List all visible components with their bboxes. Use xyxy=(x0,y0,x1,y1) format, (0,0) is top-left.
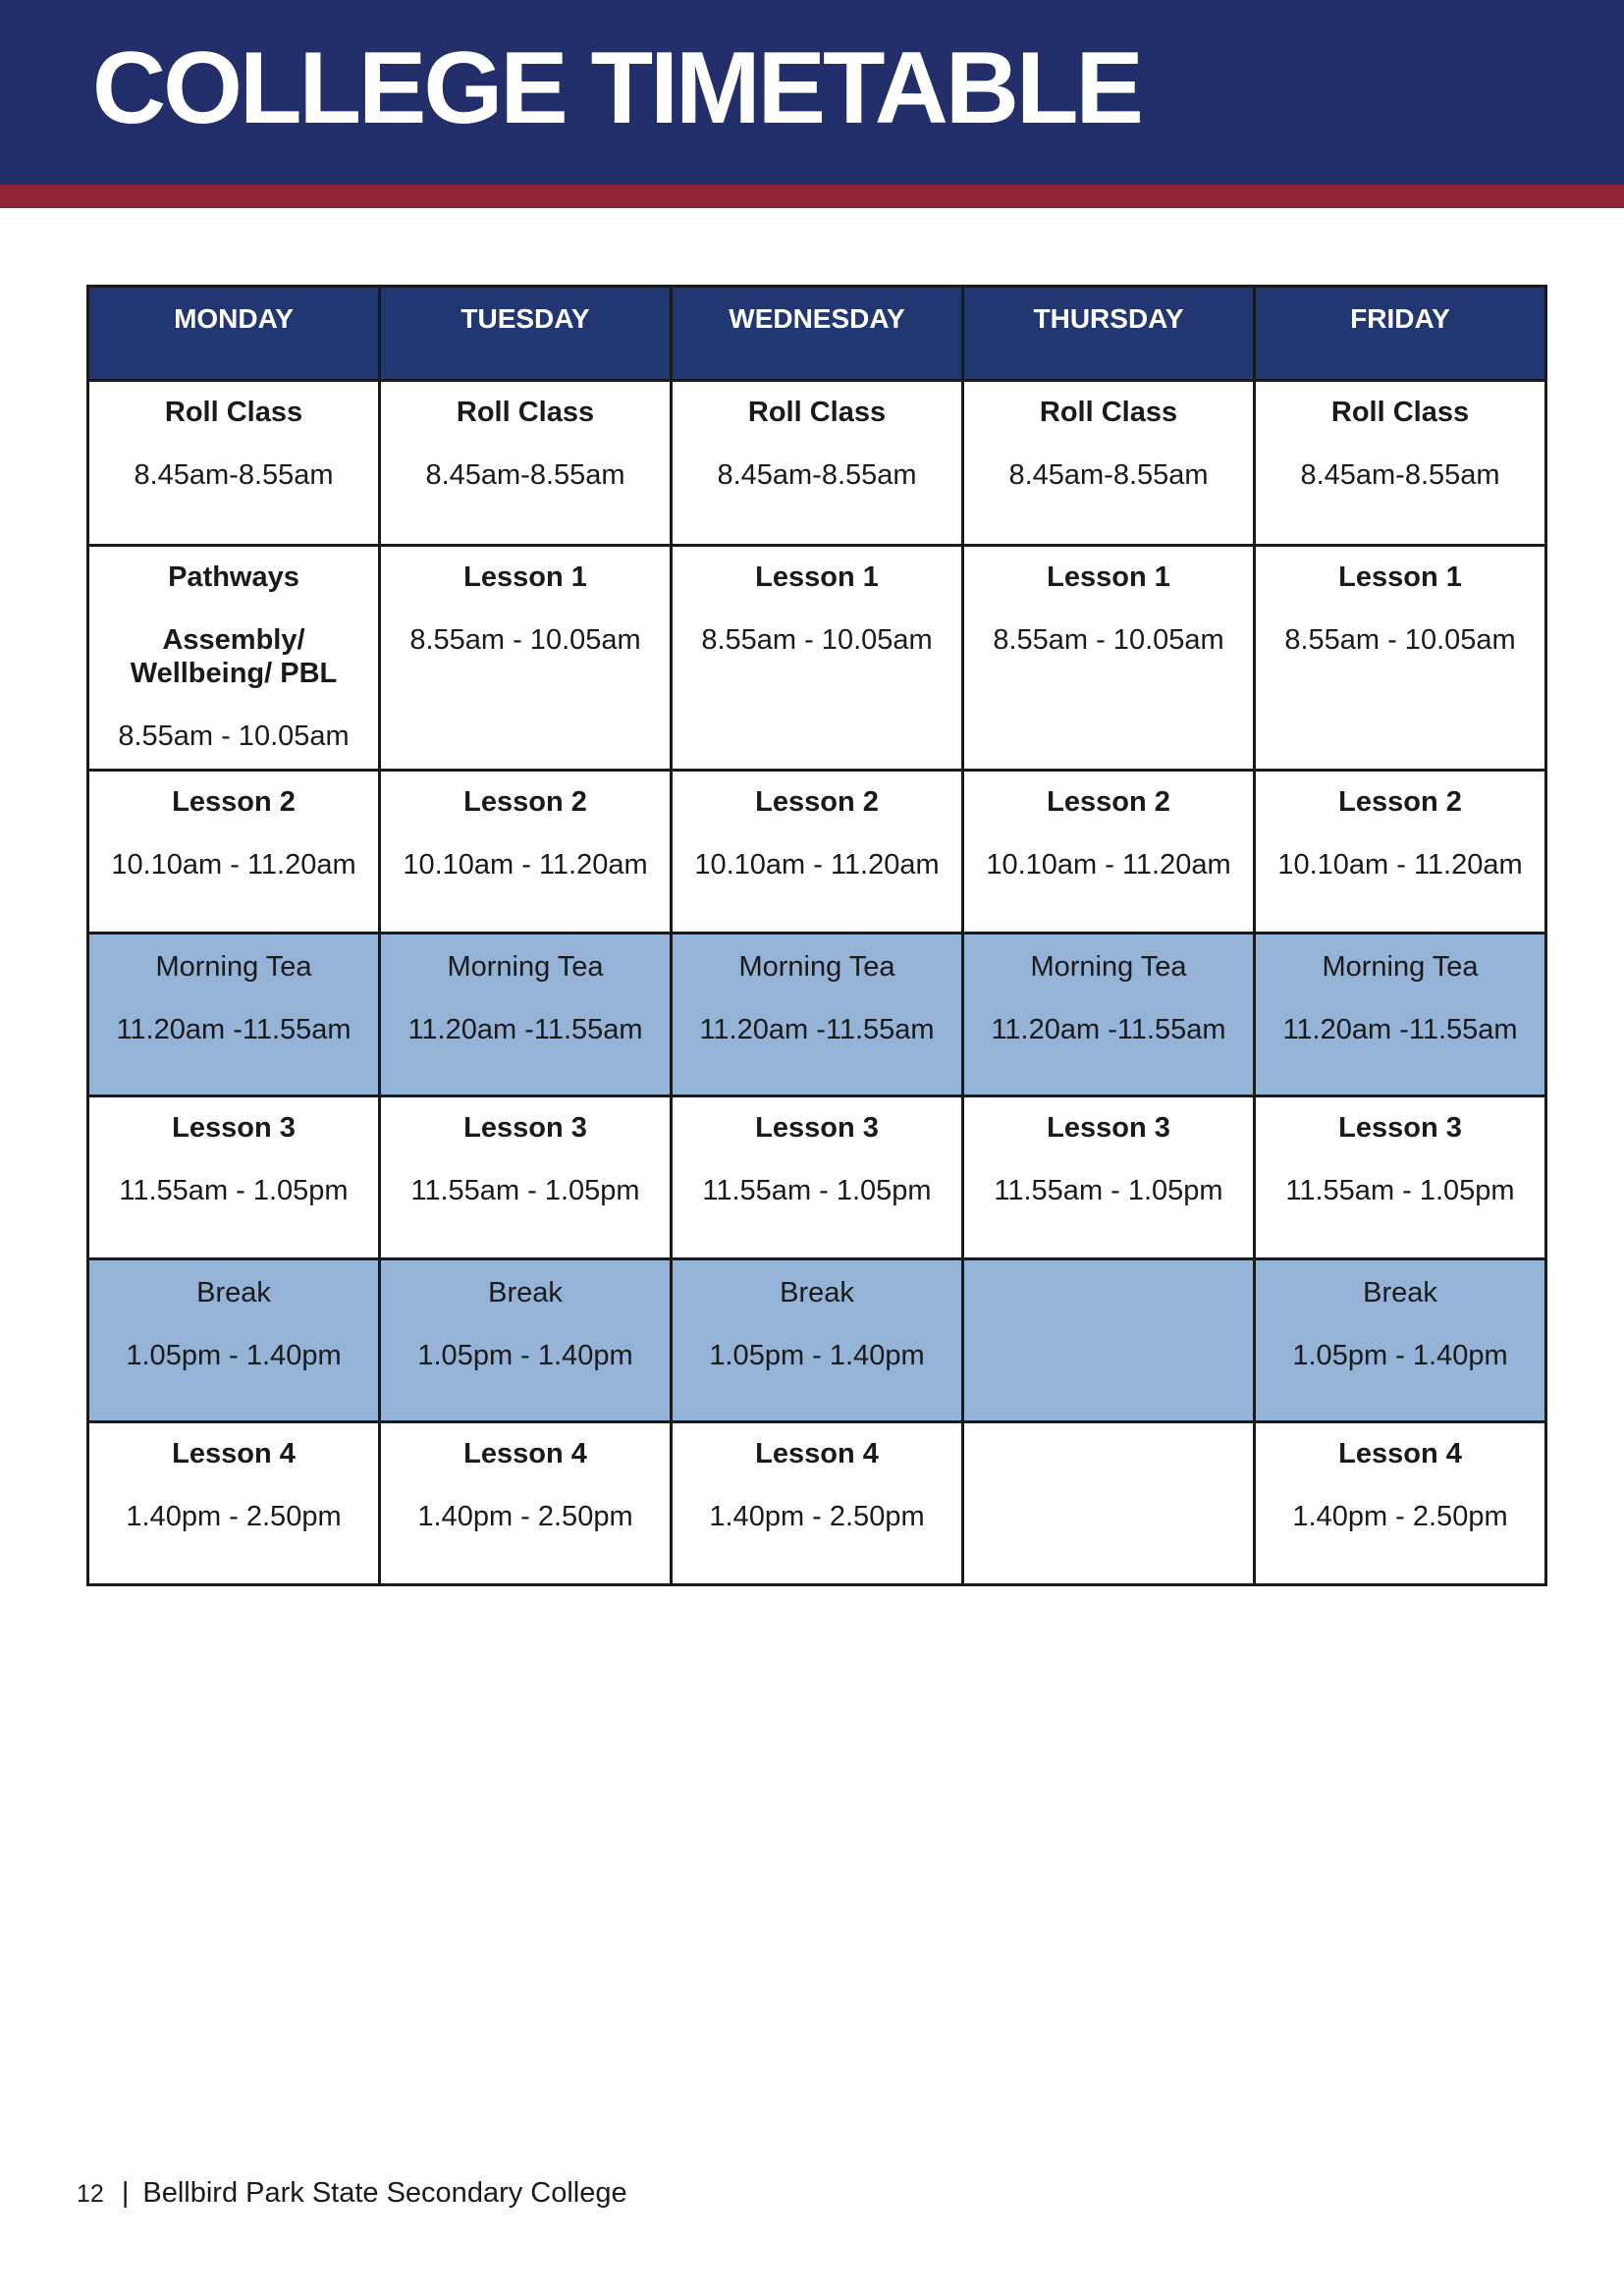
table-row xyxy=(88,381,1546,546)
cell-time: 11.20am -11.55am xyxy=(991,1014,1226,1045)
day-header-wednesday: WEDNESDAY xyxy=(672,287,963,381)
cell-label: Lesson 3 xyxy=(463,1112,587,1144)
cell-label: Lesson 2 xyxy=(755,786,879,818)
timetable-header-row xyxy=(88,287,1546,381)
cell-label: Lesson 3 xyxy=(1338,1112,1462,1144)
cell-time: 11.55am - 1.05pm xyxy=(702,1175,932,1206)
day-header-tuesday: TUESDAY xyxy=(380,287,672,381)
cell-label: Morning Tea xyxy=(447,951,604,983)
cell-label: Break xyxy=(1363,1277,1437,1308)
page-title: COLLEGE TIMETABLE xyxy=(92,31,1141,145)
timetable-cell xyxy=(672,771,963,934)
timetable-cell xyxy=(672,546,963,771)
timetable-cell xyxy=(380,934,672,1096)
cell-time: 10.10am - 11.20am xyxy=(403,849,648,881)
timetable-cell xyxy=(380,1096,672,1259)
cell-time: 8.45am-8.55am xyxy=(134,459,334,491)
cell-label: Morning Tea xyxy=(738,951,895,983)
timetable-cell xyxy=(963,934,1255,1096)
day-header-thursday: THURSDAY xyxy=(963,287,1255,381)
cell-label: Roll Class xyxy=(164,397,303,428)
cell-time: 11.20am -11.55am xyxy=(699,1014,935,1045)
cell-time: 10.10am - 11.20am xyxy=(986,849,1231,881)
school-name: Bellbird Park State Secondary College xyxy=(142,2177,627,2209)
cell-label: Lesson 2 xyxy=(172,786,296,818)
timetable-cell xyxy=(1255,381,1546,546)
cell-label: Pathways xyxy=(168,561,299,593)
cell-time: 8.45am-8.55am xyxy=(1008,459,1209,491)
cell-time: 1.40pm - 2.50pm xyxy=(417,1501,633,1532)
cell-time: 11.55am - 1.05pm xyxy=(994,1175,1223,1206)
cell-label: Roll Class xyxy=(747,397,887,428)
cell-sublabel: Assembly/ Wellbeing/ PBL xyxy=(130,624,338,689)
cell-label: Lesson 4 xyxy=(463,1438,587,1469)
cell-label: Lesson 1 xyxy=(1338,561,1462,593)
cell-time: 1.05pm - 1.40pm xyxy=(126,1340,342,1371)
cell-time: 8.55am - 10.05am xyxy=(409,624,641,656)
timetable-cell xyxy=(1255,1422,1546,1585)
cell-time: 10.10am - 11.20am xyxy=(694,849,940,881)
cell-label: Morning Tea xyxy=(155,951,312,983)
cell-label: Break xyxy=(196,1277,271,1308)
cell-label: Lesson 3 xyxy=(755,1112,879,1144)
cell-time: 8.55am - 10.05am xyxy=(993,624,1224,656)
cell-label: Break xyxy=(488,1277,563,1308)
cell-label: Morning Tea xyxy=(1322,951,1479,983)
cell-time: 1.05pm - 1.40pm xyxy=(1292,1340,1508,1371)
cell-time: 11.55am - 1.05pm xyxy=(119,1175,349,1206)
cell-label: Lesson 1 xyxy=(1047,561,1170,593)
timetable-cell xyxy=(1255,1259,1546,1422)
cell-time: 11.55am - 1.05pm xyxy=(410,1175,640,1206)
timetable-cell xyxy=(380,546,672,771)
timetable-cell xyxy=(1255,546,1546,771)
timetable-cell xyxy=(1255,1096,1546,1259)
page-number: 12 xyxy=(77,2180,104,2208)
timetable-cell xyxy=(380,1259,672,1422)
timetable-cell xyxy=(963,1096,1255,1259)
table-row xyxy=(88,934,1546,1096)
cell-time: 11.20am -11.55am xyxy=(1282,1014,1518,1045)
cell-label: Roll Class xyxy=(1330,397,1470,428)
cell-time: 10.10am - 11.20am xyxy=(111,849,356,881)
cell-label: Roll Class xyxy=(456,397,595,428)
cell-time: 1.40pm - 2.50pm xyxy=(709,1501,925,1532)
cell-time: 1.05pm - 1.40pm xyxy=(417,1340,633,1371)
timetable-cell-empty xyxy=(963,1259,1255,1422)
cell-label: Lesson 2 xyxy=(1338,786,1462,818)
cell-label: Lesson 3 xyxy=(1047,1112,1170,1144)
timetable-cell xyxy=(88,1422,380,1585)
timetable-cell xyxy=(672,381,963,546)
cell-label: Roll Class xyxy=(1039,397,1178,428)
table-row xyxy=(88,1259,1546,1422)
timetable-cell xyxy=(672,1096,963,1259)
timetable-cell xyxy=(380,381,672,546)
cell-time: 11.55am - 1.05pm xyxy=(1285,1175,1515,1206)
cell-time: 11.20am -11.55am xyxy=(116,1014,352,1045)
timetable-cell xyxy=(963,546,1255,771)
cell-label: Lesson 4 xyxy=(172,1438,296,1469)
timetable-cell xyxy=(672,1259,963,1422)
cell-time: 8.45am-8.55am xyxy=(425,459,625,491)
timetable-cell xyxy=(88,934,380,1096)
cell-label: Lesson 2 xyxy=(463,786,587,818)
header-accent-stripe xyxy=(0,185,1624,208)
cell-time: 8.45am-8.55am xyxy=(1300,459,1500,491)
cell-time: 8.55am - 10.05am xyxy=(118,721,350,752)
cell-time: 8.45am-8.55am xyxy=(717,459,917,491)
cell-time: 8.55am - 10.05am xyxy=(701,624,933,656)
page-footer xyxy=(77,2177,627,2210)
day-header-friday: FRIDAY xyxy=(1255,287,1546,381)
cell-time: 10.10am - 11.20am xyxy=(1277,849,1523,881)
table-row xyxy=(88,771,1546,934)
footer-separator: | xyxy=(121,2177,130,2209)
timetable-cell xyxy=(380,1422,672,1585)
timetable-cell xyxy=(88,1096,380,1259)
timetable-cell xyxy=(1255,934,1546,1096)
table-row xyxy=(88,546,1546,771)
cell-time: 1.05pm - 1.40pm xyxy=(709,1340,925,1371)
timetable-cell xyxy=(88,1259,380,1422)
timetable-cell xyxy=(963,771,1255,934)
cell-time: 8.55am - 10.05am xyxy=(1284,624,1516,656)
table-row xyxy=(88,1096,1546,1259)
table-row xyxy=(88,1422,1546,1585)
timetable-cell xyxy=(1255,771,1546,934)
timetable-cell-empty xyxy=(963,1422,1255,1585)
timetable-cell xyxy=(672,934,963,1096)
timetable xyxy=(86,285,1547,1586)
cell-time: 1.40pm - 2.50pm xyxy=(126,1501,342,1532)
timetable-cell xyxy=(88,771,380,934)
cell-label: Lesson 4 xyxy=(1338,1438,1462,1469)
cell-time: 11.20am -11.55am xyxy=(407,1014,643,1045)
cell-label: Lesson 4 xyxy=(755,1438,879,1469)
timetable-cell xyxy=(88,546,380,771)
cell-label: Morning Tea xyxy=(1030,951,1187,983)
cell-label: Lesson 1 xyxy=(463,561,587,593)
cell-label: Lesson 1 xyxy=(755,561,879,593)
timetable-cell xyxy=(380,771,672,934)
timetable-cell xyxy=(88,381,380,546)
timetable-cell xyxy=(963,381,1255,546)
page-header xyxy=(0,0,1624,185)
cell-time: 1.40pm - 2.50pm xyxy=(1292,1501,1508,1532)
timetable-cell xyxy=(672,1422,963,1585)
cell-label: Break xyxy=(780,1277,854,1308)
day-header-monday: MONDAY xyxy=(88,287,380,381)
cell-label: Lesson 3 xyxy=(172,1112,296,1144)
cell-label: Lesson 2 xyxy=(1047,786,1170,818)
